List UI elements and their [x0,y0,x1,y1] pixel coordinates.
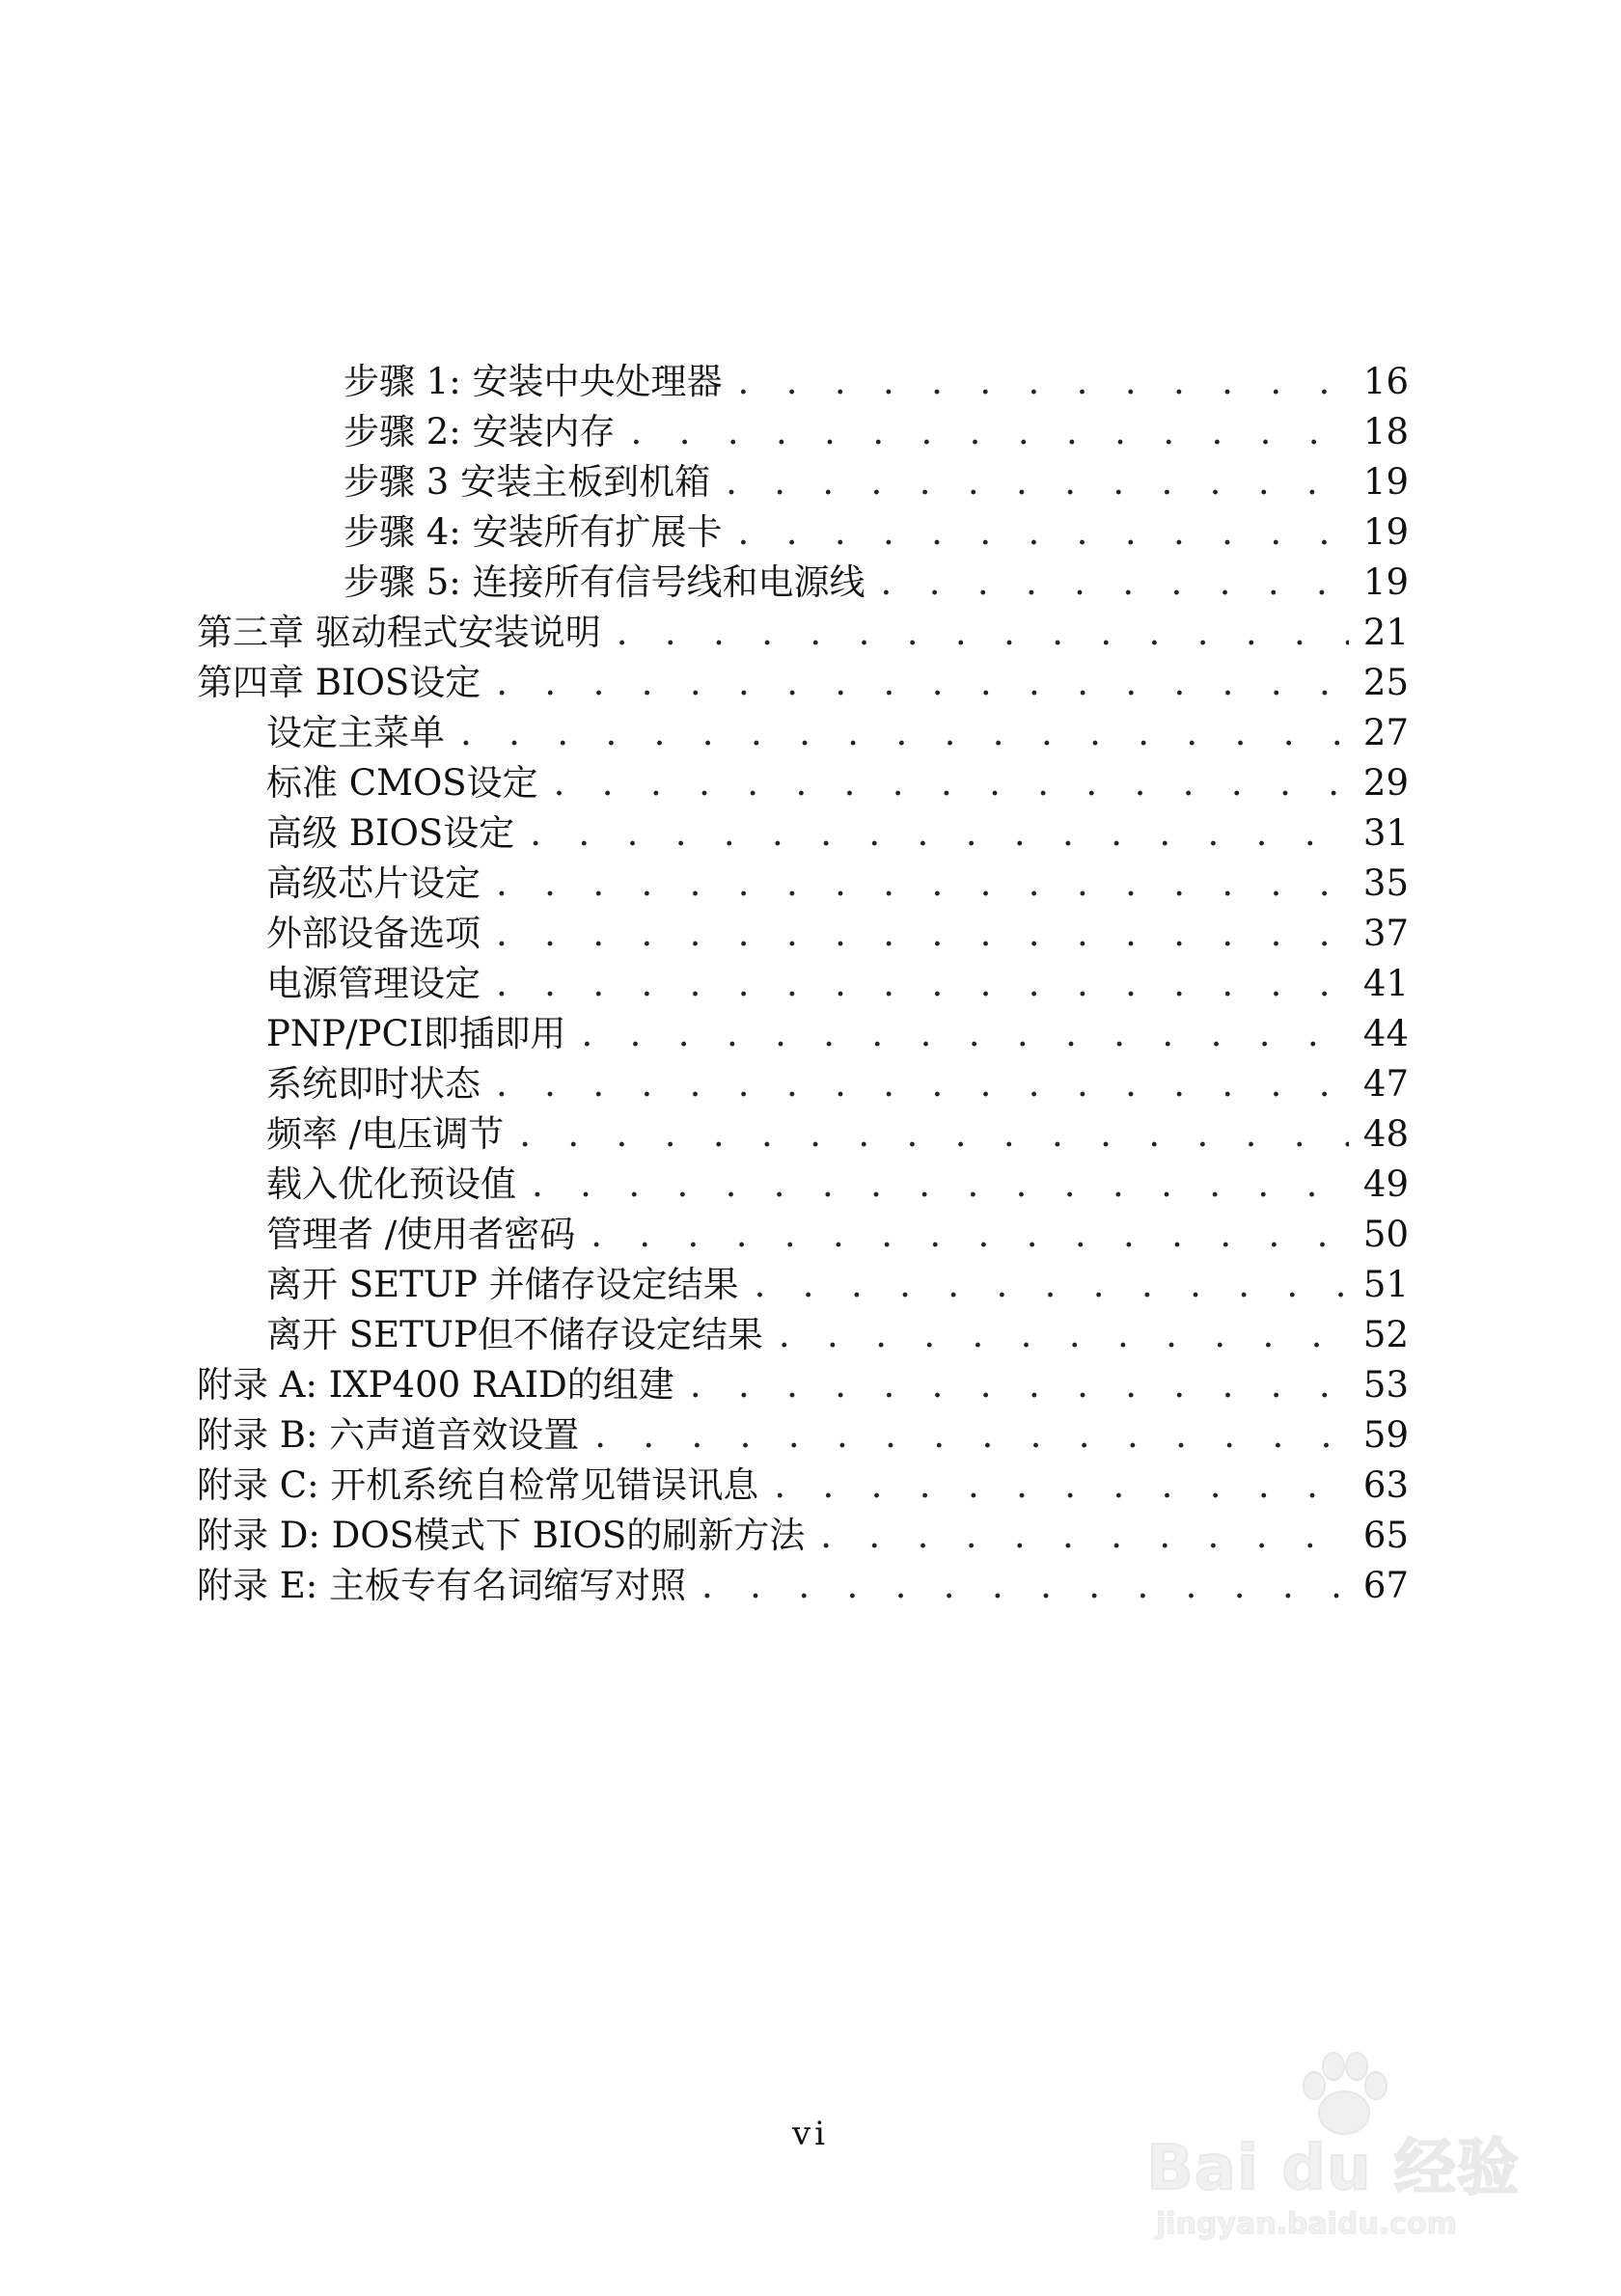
toc-entry-page: 27 [1362,712,1409,753]
toc-entry-title: 频率 /电压调节 [266,1113,505,1155]
toc-dot-leader [779,1310,1349,1360]
toc-entry-title: 设定主菜单 [266,712,445,753]
toc-entry-title: 标准 CMOS设定 [266,762,538,804]
toc-entry [197,457,1409,507]
toc-entry-title: 步骤 5: 连接所有信号线和电源线 [343,561,865,603]
toc-entry-page: 59 [1362,1414,1409,1456]
watermark-url-logo: jingyan.baidu.com [1156,2207,1457,2241]
toc-entry-title: 步骤 1: 安装中央处理器 [343,361,723,402]
toc-entry [197,1561,1409,1611]
toc-entry-page: 50 [1362,1214,1409,1255]
toc-entry-page: 65 [1362,1515,1409,1556]
baidu-jingyan-watermark [1146,2043,1552,2255]
toc-entry-page: 51 [1362,1264,1409,1305]
toc-dot-leader [881,558,1349,608]
toc-dot-leader [738,357,1349,407]
toc-entry-title: 高级 BIOS设定 [266,812,515,854]
toc-entry-title: 离开 SETUP但不储存设定结果 [266,1314,763,1355]
toc-entry-page: 53 [1362,1364,1409,1406]
toc-entry-page: 67 [1362,1565,1409,1606]
toc-entry [197,708,1409,758]
toc-entry [197,608,1409,658]
toc-entry-title: 系统即时状态 [266,1063,481,1105]
toc-entry-page: 37 [1362,913,1409,954]
toc-dot-leader [617,608,1349,658]
toc-entry-page: 29 [1362,762,1409,804]
toc-entry [197,407,1409,457]
toc-entry-title: 附录 D: DOS模式下 BIOS的刷新方法 [197,1515,806,1556]
toc-dot-leader [726,457,1349,507]
toc-dot-leader [530,808,1349,859]
toc-entry-page: 19 [1362,461,1409,503]
toc-entry-page: 63 [1362,1464,1409,1506]
toc-entry-page: 16 [1362,361,1409,402]
toc-dot-leader [581,1009,1349,1059]
toc-entry-title: 附录 B: 六声道音效设置 [197,1414,580,1456]
toc-dot-leader [755,1260,1349,1310]
table-of-contents [197,357,1409,1611]
toc-entry [197,1410,1409,1461]
toc-dot-leader [519,1109,1349,1160]
toc-dot-leader [738,507,1349,558]
toc-entry-title: 高级芯片设定 [266,862,481,904]
toc-dot-leader [554,758,1349,808]
toc-entry-title: 附录 C: 开机系统自检常见错误讯息 [197,1464,759,1506]
toc-entry-page: 18 [1362,411,1409,452]
toc-entry [197,959,1409,1009]
toc-dot-leader [701,1561,1349,1611]
toc-entry [197,909,1409,959]
toc-entry-title: 第三章 驱动程式安装说明 [197,612,601,653]
toc-entry-page: 52 [1362,1314,1409,1355]
toc-dot-leader [496,1059,1349,1109]
toc-entry [197,658,1409,708]
toc-entry-page: 47 [1362,1063,1409,1105]
toc-dot-leader [820,1511,1349,1561]
toc-dot-leader [774,1461,1349,1511]
toc-entry [197,758,1409,808]
toc-dot-leader [631,407,1349,457]
toc-entry-title: 步骤 3 安装主板到机箱 [343,461,711,503]
toc-entry-page: 49 [1362,1163,1409,1205]
page-number: vi [791,2115,830,2153]
toc-entry [197,1009,1409,1059]
toc-entry-page: 48 [1362,1113,1409,1155]
toc-entry-title: 载入优化预设值 [266,1163,516,1205]
toc-entry-title: 外部设备选项 [266,913,481,954]
toc-dot-leader [496,658,1349,708]
toc-entry-title: 管理者 /使用者密码 [266,1214,576,1255]
toc-entry [197,1260,1409,1310]
toc-entry [197,1109,1409,1160]
toc-dot-leader [591,1210,1349,1260]
toc-entry-page: 21 [1362,612,1409,653]
toc-entry [197,1160,1409,1210]
toc-entry [197,1210,1409,1260]
toc-entry-page: 31 [1362,812,1409,854]
toc-entry-title: 附录 E: 主板专有名词缩写对照 [197,1565,686,1606]
toc-entry [197,507,1409,558]
toc-entry [197,1461,1409,1511]
toc-entry-title: 步骤 4: 安装所有扩展卡 [343,511,723,553]
toc-entry-page: 44 [1362,1013,1409,1054]
toc-dot-leader [496,959,1349,1009]
toc-dot-leader [496,859,1349,909]
toc-entry-page: 35 [1362,862,1409,904]
toc-entry-title: PNP/PCI即插即用 [266,1013,566,1054]
toc-entry-title: 离开 SETUP 并储存设定结果 [266,1264,739,1305]
toc-dot-leader [496,909,1349,959]
toc-entry [197,357,1409,407]
toc-entry-title: 第四章 BIOS设定 [197,662,481,703]
toc-entry-title: 电源管理设定 [266,963,481,1004]
toc-entry [197,1511,1409,1561]
toc-entry [197,1360,1409,1410]
toc-entry [197,859,1409,909]
toc-dot-leader [460,708,1349,758]
toc-entry-page: 19 [1362,511,1409,553]
toc-entry [197,1059,1409,1109]
toc-entry-title: 步骤 2: 安装内存 [343,411,616,452]
toc-dot-leader [532,1160,1349,1210]
toc-entry [197,808,1409,859]
toc-entry-page: 41 [1362,963,1409,1004]
toc-entry-page: 19 [1362,561,1409,603]
toc-entry-title: 附录 A: IXP400 RAID的组建 [197,1364,674,1406]
toc-entry [197,1310,1409,1360]
toc-dot-leader [594,1410,1349,1461]
toc-entry [197,558,1409,608]
toc-entry-page: 25 [1362,662,1409,703]
watermark-brand-logo: Bai du 经验 [1146,2133,1520,2204]
toc-dot-leader [690,1360,1349,1410]
